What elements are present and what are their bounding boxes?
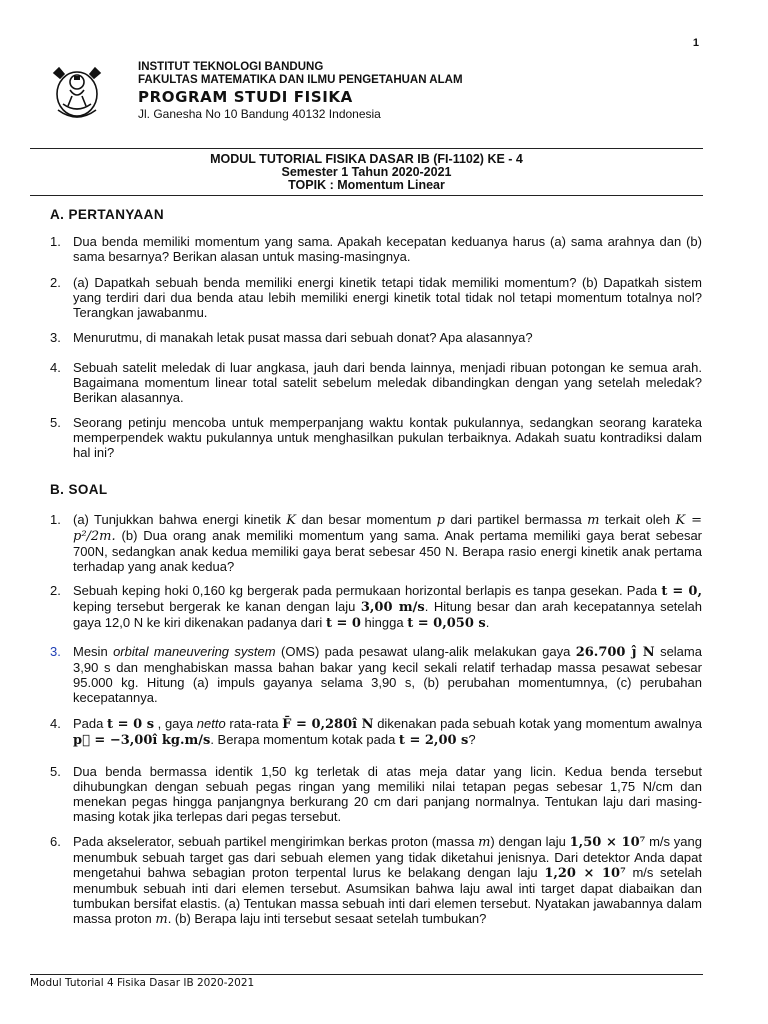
faculty-name: FAKULTAS MATEMATIKA DAN ILMU PENGETAHUAN ALAM [138, 74, 463, 86]
item-text: Sebuah satelit meledak di luar angkasa, jauh dari benda lainnya, menjadi ribuan potongan ke semua arah. Bagaimana momentum linear total satelit sebelum meledak dibandingkan dengan yang setelah meledak? Berikan alasannya. [73, 360, 702, 405]
footer-text: Modul Tutorial 4 Fisika Dasar IB 2020-2021 [30, 977, 255, 989]
page-number: 1 [692, 37, 699, 49]
item-number: 4. [50, 716, 61, 731]
institute-name: INSTITUT TEKNOLOGI BANDUNG [138, 61, 324, 73]
item-text: Dua benda memiliki momentum yang sama. Apakah kecepatan keduanya harus (a) sama arahnya dan (b) sama besarnya? Berikan alasan untuk masing-masingnya. [73, 234, 702, 264]
item-number: 2. [50, 583, 61, 598]
item-number: 2. [50, 275, 61, 290]
title-line-2: Semester 1 Tahun 2020-2021 [281, 165, 452, 179]
item-text: Menurutmu, di manakah letak pusat massa dari sebuah donat? Apa alasannya? [73, 330, 533, 345]
section-a-heading: A. PERTANYAAN [50, 207, 164, 222]
item-text: Mesin orbital maneuvering system (OMS) pada pesawat ulang-alik melakukan gaya 26.700 ĵ N selama 3,90 s dan menghabiskan massa bahan bakar yang kecil sekali relatif terhadap massa pesawat sebesar 95.000 kg. Hitung (a) impuls gayanya selama 3,90 s, (b) perubahan momentumnya, (c) perubahan kecepatannya. [73, 644, 702, 705]
item-number: 3. [50, 644, 61, 659]
header-top-rule [30, 148, 703, 149]
item-number: 4. [50, 360, 61, 375]
title-line-3: TOPIK : Momentum Linear [288, 178, 445, 192]
footer-rule [30, 974, 703, 975]
title-line-1: MODUL TUTORIAL FISIKA DASAR IB (FI-1102) KE - 4 [210, 152, 523, 166]
item-text: (a) Dapatkah sebuah benda memiliki energi kinetik tetapi tidak memiliki momentum? (b) Dapatkah sistem yang terdiri dari dua benda atau lebih memiliki energi kinetik total tidak nol tetapi momentum totalnya nol? Terangkan jawabanmu. [73, 275, 702, 320]
item-text: Pada akselerator, sebuah partikel mengirimkan berkas proton (massa m) dengan laju 1,50 × 10⁷ m/s yang menumbuk sebuah target gas dari sebuah elemen yang tidak diketahui jenisnya. Dari detektor Anda dapat mengetahui bahwa sebagian proton terpental lurus ke belakang dengan laju 1,20 × 10⁷ m/s setelah menumbuk sebuah inti dari elemen tersebut. Asumsikan bahwa laju awal inti target dapat diabaikan dan tumbukan bersifat elastis. (a) Tentukan massa sebuah inti dari elemen tersebut. Nyatakan jawabannya dalam massa proton m. (b) Berapa laju inti tersebut sesaat setelah tumbukan? [73, 834, 702, 927]
section-b-heading: B. SOAL [50, 482, 108, 497]
program-name: PROGRAM STUDI FISIKA [138, 88, 353, 106]
item-text: Dua benda bermassa identik 1,50 kg terletak di atas meja datar yang licin. Kedua benda tersebut dihubungkan dengan sebuah pegas ringan yang memiliki nilai tetapan pegas sebesar 1,75 N/cm dan menekan pegas hingga panjangnya berkurang 20 cm dari panjang normalnya. Tentukan laju dari masing-masing kotak jika terlepas dari pegas tersebut. [73, 764, 702, 824]
header-bottom-rule [30, 195, 703, 196]
formula: K = p²/2m. [73, 513, 702, 544]
item-text: Sebuah keping hoki 0,160 kg bergerak pada permukaan horizontal berlapis es tanpa gesekan. Pada t = 0, keping tersebut bergerak ke kanan dengan laju 3,00 m/s. Hitung besar dan arah kecepatannya setelah gaya 12,0 N ke kiri dikenakan padanya dari t = 0 hingga t = 0,050 s. [73, 583, 702, 631]
item-number: 5. [50, 764, 61, 779]
item-text: Seorang petinju mencoba untuk memperpanjang waktu kontak pukulannya, sedangkan seorang karateka memperpendek waktu pukulannya untuk menghasilkan pukulan terbaiknya. Adakah suatu kontradiksi dalam hal ini? [73, 415, 702, 460]
itb-ganesha-logo-icon [46, 60, 108, 124]
item-number: 1. [50, 234, 61, 249]
item-number: 1. [50, 512, 61, 527]
item-text: (a) Tunjukkan bahwa energi kinetik K dan besar momentum p dari partikel bermassa m terkait oleh K = p²/2m. (b) Dua orang anak memiliki momentum yang sama. Anak pertama memiliki gaya berat sebesar 700N, sedangkan anak kedua memiliki gaya berat sebesar 450 N. Berapa rasio energi kinetik anak pertama terhadap yang anak kedua? [73, 512, 702, 574]
address: Jl. Ganesha No 10 Bandung 40132 Indonesia [138, 107, 381, 121]
module-title [30, 153, 703, 192]
item-number: 5. [50, 415, 61, 430]
item-number: 3. [50, 330, 61, 345]
item-number: 6. [50, 834, 61, 849]
item-text: Pada t = 0 s , gaya netto rata-rata F̄ = 0,280î N dikenakan pada sebuah kotak yang momentum awalnya p⃗ = −3,00î kg.m/s. Berapa momentum kotak pada t = 2,00 s? [73, 716, 702, 748]
